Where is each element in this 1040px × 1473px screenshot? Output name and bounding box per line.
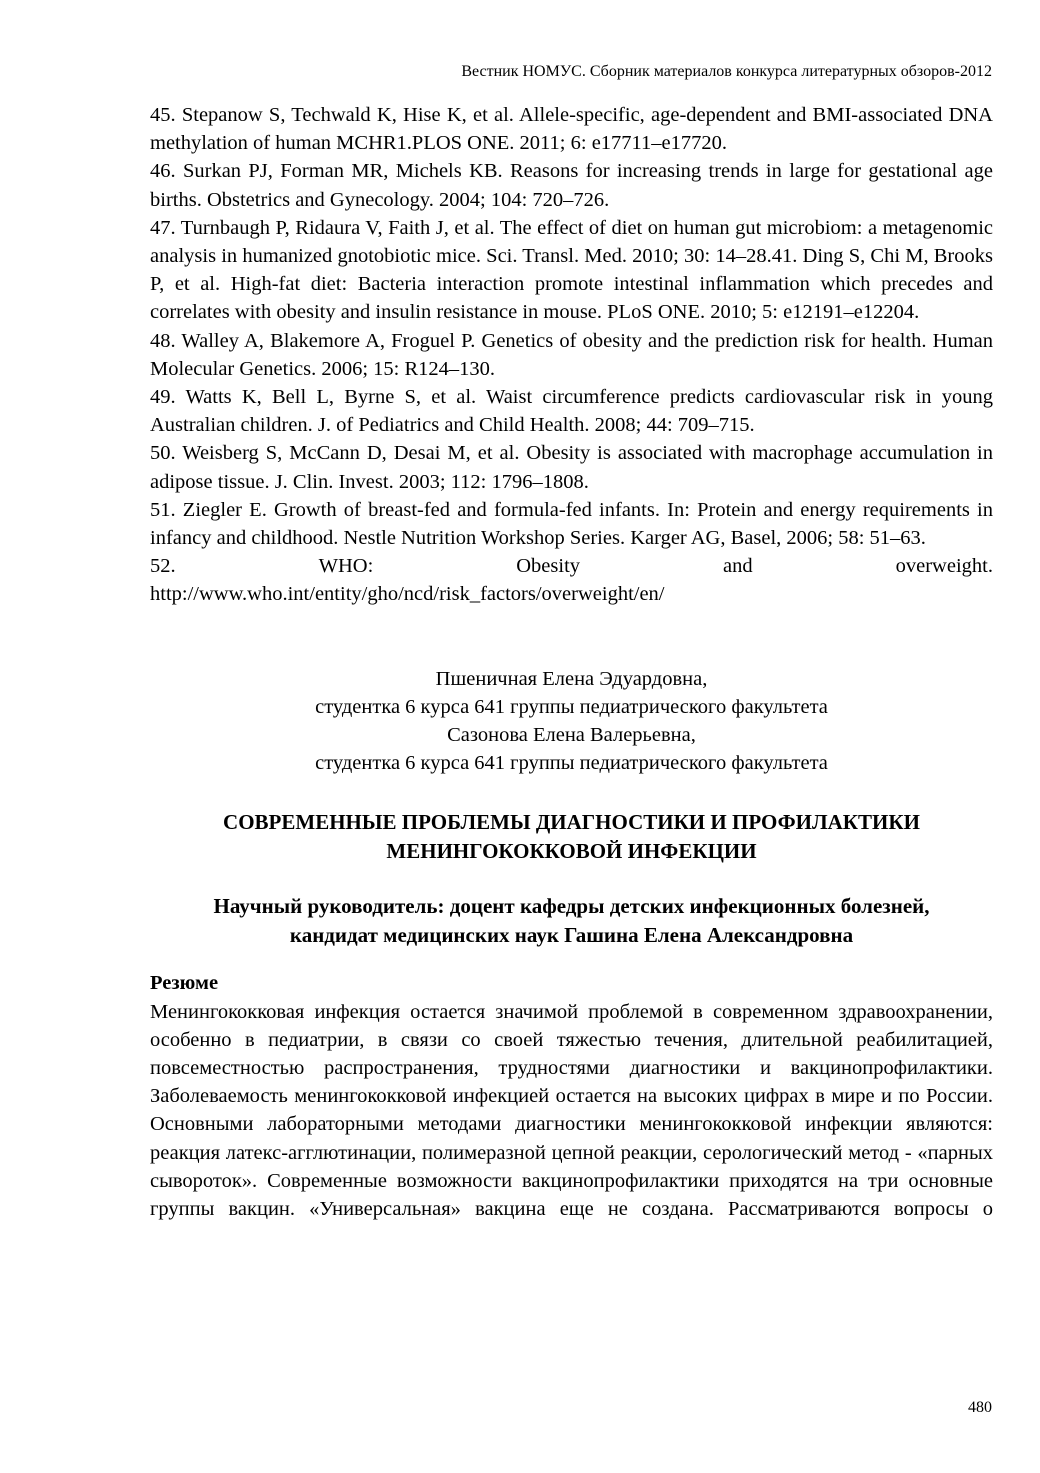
authors-block [150, 665, 993, 778]
page-number: 480 [968, 1399, 992, 1416]
author-name: Пшеничная Елена Эдуардовна, [435, 667, 708, 690]
reference-52-word: WHO: [318, 555, 374, 578]
reference-item-48: 48. Walley A, Blakemore A, Froguel P. Genetics of obesity and the prediction risk for health. Human Molecular Genetics. 2006; 15: R124–130. [150, 329, 993, 380]
reference-52-word: and [723, 555, 753, 578]
reference-item-52 [150, 552, 993, 608]
reference-52-title-line [150, 552, 993, 580]
reference-52-number: 52. [150, 555, 176, 578]
running-header: Вестник НОМУС. Сборник материалов конкурса литературных обзоров-2012 [461, 63, 992, 80]
reference-item-46: 46. Surkan PJ, Forman MR, Michels KB. Reasons for increasing trends in large for gestational age births. Obstetrics and Gynecology. 2004; 104: 720–726. [150, 160, 993, 211]
reference-52-word: overweight. [895, 555, 993, 578]
author-affiliation: студентка 6 курса 641 группы педиатрического факультета [315, 752, 828, 775]
reference-item-45: 45. Stepanow S, Techwald K, Hise K, et al. Allele-specific, age-dependent and BMI-associated DNA methylation of human MCHR1.PLOS ONE. 2011; 6: e17711–e17720. [150, 104, 993, 155]
supervisor-block [150, 892, 993, 949]
reference-item-50: 50. Weisberg S, McCann D, Desai M, et al. Obesity is associated with macrophage accumulation in adipose tissue. J. Clin. Invest. 2003; 112: 1796–1808. [150, 442, 993, 493]
article-title-line: МЕНИНГОКОККОВОЙ ИНФЕКЦИИ [386, 838, 757, 863]
reference-list [150, 101, 993, 609]
resume-heading: Резюме [150, 972, 219, 995]
author-affiliation: студентка 6 курса 641 группы педиатрического факультета [315, 695, 828, 718]
article-title-line: СОВРЕМЕННЫЕ ПРОБЛЕМЫ ДИАГНОСТИКИ И ПРОФИЛАКТИКИ [223, 810, 920, 835]
reference-52-word: Obesity [516, 555, 581, 578]
author-name: Сазонова Елена Валерьевна, [447, 724, 696, 747]
supervisor-line: кандидат медицинских наук Гашина Елена Александровна [289, 922, 854, 947]
reference-item-47: 47. Turnbaugh P, Ridaura V, Faith J, et al. The effect of diet on human gut microbiom: a metagenomic analysis in humanized gnotobiotic mice. Sci. Transl. Med. 2010; 30: 14–28.41. Ding S, Chi M, Brooks P, et al. High-fat diet: Bacteria interaction promote intestinal inflammation which precedes and correlates with obesity and insulin resistance in mouse. PLoS ONE. 2010; 5: e12191–e12204. [150, 216, 993, 324]
reference-52-url: http://www.who.int/entity/gho/ncd/risk_factors/overweight/en/ [150, 583, 665, 606]
reference-item-49: 49. Watts K, Bell L, Byrne S, et al. Waist circumference predicts cardiovascular risk in young Australian children. J. of Pediatrics and Child Health. 2008; 44: 709–715. [150, 386, 993, 437]
article-title [150, 808, 993, 865]
reference-item-51: 51. Ziegler E. Growth of breast-fed and formula-fed infants. In: Protein and energy requirements in infancy and childhood. Nestle Nutrition Workshop Series. Karger AG, Basel, 2006; 58: 51–63. [150, 498, 993, 550]
page-content [150, 101, 993, 1223]
supervisor-line: Научный руководитель: доцент кафедры детских инфекционных болезней, [213, 894, 930, 919]
resume-text: Менингококковая инфекция остается значимой проблемой в современном здравоохранении, особенно в педиатрии, в связи со своей тяжестью течения, длительной реабилитацией, повсеместностью распространения, трудностями диагностики и вакцинопрофилактики. Заболеваемость менингококковой инфекцией остается на высоких цифрах в мире и по России. Основными лабораторными методами диагностики менингококковой инфекции являются: реакция латекс-агглютинации, полимеразной цепной реакции, серологический метод - «парных сывороток». Современные возможности вакцинопрофилактики приходятся на три основные группы вакцин. «Универсальная» вакцина еще не создана. Рассматриваются вопросы о [150, 1000, 993, 1221]
